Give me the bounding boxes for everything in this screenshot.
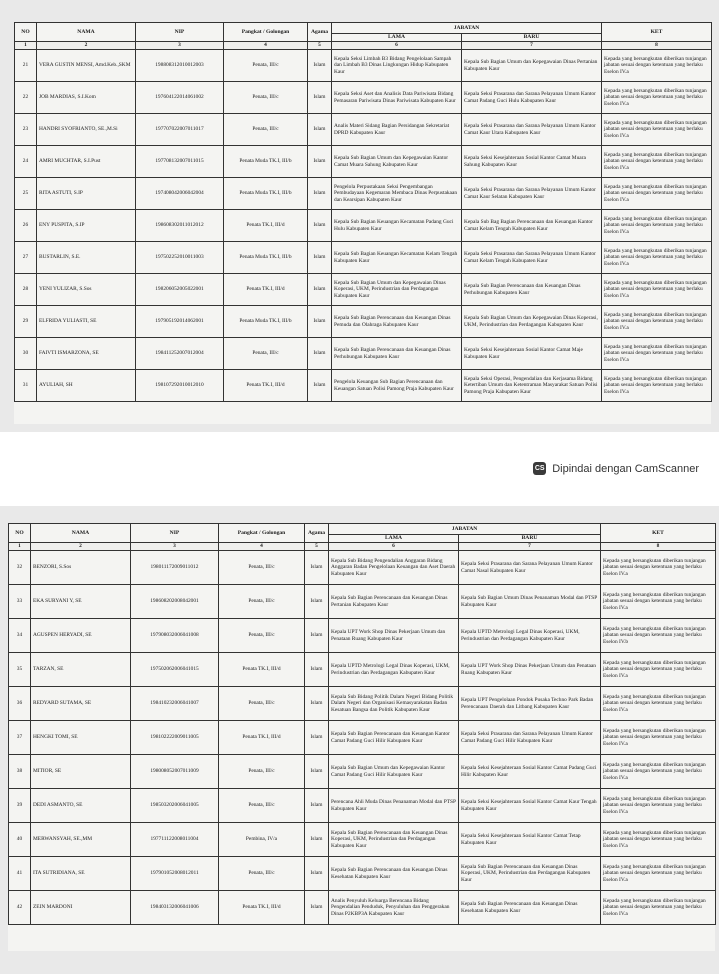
cell-ket: Kepada yang bersangkutan diberikan tunjangan jabatan sesuai dengan ketentuan yang berlaku Eselon IV.a xyxy=(601,789,716,823)
table-row xyxy=(9,585,716,619)
cell-jabatan-baru: Kepala Seksi Prasarana dan Sarana Pelayanan Umum Kantor Camat Padang Guci Hilir Kabupaten Kaur xyxy=(459,721,601,755)
cell-pangkat: Penata, III/c xyxy=(219,619,305,653)
cell-no: 42 xyxy=(9,891,31,925)
table-row xyxy=(9,789,716,823)
cell-no: 34 xyxy=(9,619,31,653)
cell-nama: FAIVTI ISMARZONA, SE xyxy=(37,338,136,370)
header-baru: BARU xyxy=(459,535,601,543)
cell-agama: Islam xyxy=(308,210,332,242)
cell-no: 36 xyxy=(9,687,31,721)
cell-ket: Kepada yang bersangkutan diberikan tunjangan jabatan sesuai dengan ketentuan yang berlaku Eselon IV.a xyxy=(602,274,712,306)
cell-jabatan-lama: Kepala Sub Bagian Perencanaan dan Keuangan Dinas Kesehatan Kabupaten Kaur xyxy=(329,857,459,891)
column-index-row xyxy=(15,42,712,50)
table-row xyxy=(15,50,712,82)
cell-ket: Kepada yang bersangkutan diberikan tunjangan jabatan sesuai dengan ketentuan yang berlaku Eselon IV.a xyxy=(602,210,712,242)
cell-jabatan-lama: Kepala Sub Bagian Perencanaan dan Keuangan Dinas Koperasi, UKM, Perindustrian dan Perdagangan Kabupaten Kaur xyxy=(329,823,459,857)
cell-nama: BENZORI, S.Sos xyxy=(31,551,131,585)
cell-ket: Kepada yang bersangkutan diberikan tunjangan jabatan sesuai dengan ketentuan yang berlaku Eselon IV.a xyxy=(602,338,712,370)
cell-nip: 198411252007012004 xyxy=(136,338,224,370)
cell-no: 21 xyxy=(15,50,37,82)
table-row xyxy=(9,619,716,653)
cell-agama: Islam xyxy=(305,551,329,585)
cell-jabatan-baru: Kepala Sub Bagian Perencanaan dan Keuangan Dinas Koperasi, UKM, Perindustrian dan Perdagangan Kabupaten Kaur xyxy=(459,857,601,891)
cell-agama: Islam xyxy=(305,721,329,755)
cell-pangkat: Penata TK.I, III/d xyxy=(219,891,305,925)
cell-nip: 198403132006041006 xyxy=(131,891,219,925)
col-index: 8 xyxy=(602,42,712,50)
cell-pangkat: Penata, III/c xyxy=(219,789,305,823)
cell-nama: YENI YULIZAR, S.Sos xyxy=(37,274,136,306)
cell-agama: Islam xyxy=(308,146,332,178)
cell-nama: HANDRI SYOFRIANTO, SE.,M.Si xyxy=(37,114,136,146)
cell-nip: 197905192014062001 xyxy=(136,306,224,338)
cell-no: 33 xyxy=(9,585,31,619)
camscanner-text: Dipindai dengan CamScanner xyxy=(552,462,699,475)
table-row xyxy=(15,306,712,338)
cell-jabatan-baru: Kepala Seksi Kesejahteraan Sosial Kantor Camat Kaur Tengah Kabupaten Kaur xyxy=(459,789,601,823)
cell-jabatan-baru: Kepala Seksi Prasarana dan Sarana Pelayanan Umum Kantor Camat Nasal Kabupaten Kaur xyxy=(459,551,601,585)
header-lama: LAMA xyxy=(332,34,462,42)
cell-pangkat: Penata TK.I, III/d xyxy=(219,653,305,687)
cell-nip: 198608302011012012 xyxy=(136,210,224,242)
cell-jabatan-baru: Kepala Seksi Kesejahteraan Sosial Kantor Camat Maje Kabupaten Kaur xyxy=(462,338,602,370)
cell-no: 39 xyxy=(9,789,31,823)
cell-no: 26 xyxy=(15,210,37,242)
cell-jabatan-baru: Kepala Sub Bagian Perencanaan dan Keuangan Dinas Kesehatan Kabupaten Kaur xyxy=(459,891,601,925)
cell-nama: BUSTARLIN, S.E. xyxy=(37,242,136,274)
cell-agama: Islam xyxy=(308,242,332,274)
cell-jabatan-lama: Analis Penyuluh Keluarga Berencana Bidang Pengendalian Penduduk, Penyuluhan dan Penggerakan Dinas P2KBP3A Kabupaten Kaur xyxy=(329,891,459,925)
cell-no: 37 xyxy=(9,721,31,755)
cell-nip: 198008052007011009 xyxy=(131,755,219,789)
cell-ket: Kepada yang bersangkutan diberikan tunjangan jabatan sesuai dengan ketentuan yang berlaku Eselon IV.a xyxy=(602,50,712,82)
cell-ket: Kepada yang bersangkutan diberikan tunjangan jabatan sesuai dengan ketentuan yang berlaku Eselon IV.a xyxy=(602,306,712,338)
col-index: 4 xyxy=(219,543,305,551)
cell-no: 38 xyxy=(9,755,31,789)
cell-jabatan-lama: Kepala Sub Bagian Umum dan Kepegawaian Dinas Koperasi, UKM, Perindustrian dan Perdagangan Kabupaten Kaur xyxy=(332,274,462,306)
header-agama: Agama xyxy=(305,524,329,543)
table-row xyxy=(15,146,712,178)
cell-jabatan-lama: Kepala Seksi Aset dan Analisis Data Pariwisata Bidang Pemasaran Pariwisata Dinas Pariwisata Kabupaten Kaur xyxy=(332,82,462,114)
cell-nama: RITA ASTUTI, S.IP xyxy=(37,178,136,210)
cell-jabatan-baru: Kepala Seksi Kesejahteraan Sosial Kantor Camat Tetap Kabupaten Kaur xyxy=(459,823,601,857)
cell-ket: Kepada yang bersangkutan diberikan tunjangan jabatan sesuai dengan ketentuan yang berlaku Eselon IV.a xyxy=(602,178,712,210)
header-ket: KET xyxy=(601,524,716,543)
cell-pangkat: Penata, III/c xyxy=(224,50,308,82)
cell-nip: 197707022007011017 xyxy=(136,114,224,146)
cell-nama: HENGKI TOMI, SE xyxy=(31,721,131,755)
cell-jabatan-lama: Kepala Sub Bidang Pengendalian Anggaran Bidang Anggaran Badan Pengelolaan Keuangan dan Aset Daerah Kabupaten Kaur xyxy=(329,551,459,585)
cell-pangkat: Penata TK.I, III/d xyxy=(224,274,308,306)
cell-pangkat: Penata Muda TK.I, III/b xyxy=(224,242,308,274)
cell-ket: Kepada yang bersangkutan diberikan tunjangan jabatan sesuai dengan ketentuan yang berlaku Eselon IV.a xyxy=(602,82,712,114)
table-row xyxy=(9,687,716,721)
cell-pangkat: Penata, III/c xyxy=(224,82,308,114)
cell-nama: MERWANSYAH, SE.,MM xyxy=(31,823,131,857)
col-index: 5 xyxy=(308,42,332,50)
cell-no: 35 xyxy=(9,653,31,687)
cell-agama: Islam xyxy=(305,823,329,857)
cell-ket: Kepada yang bersangkutan diberikan tunjangan jabatan sesuai dengan ketentuan yang berlaku Eselon IV.a xyxy=(601,721,716,755)
cell-pangkat: Penata Muda TK.I, III/b xyxy=(224,306,308,338)
cell-no: 22 xyxy=(15,82,37,114)
cell-agama: Islam xyxy=(308,306,332,338)
cell-ket: Kepada yang bersangkutan diberikan tunjangan jabatan sesuai dengan ketentuan yang berlaku Eselon IV.a xyxy=(601,585,716,619)
table-row xyxy=(15,242,712,274)
col-index: 6 xyxy=(332,42,462,50)
cell-nama: REDYARD SUTAMA, SE xyxy=(31,687,131,721)
cell-ket: Kepada yang bersangkutan diberikan tunjangan jabatan sesuai dengan ketentuan yang berlaku Eselon IV.a xyxy=(601,687,716,721)
cell-pangkat: Penata, III/c xyxy=(219,585,305,619)
cell-nip: 198808312010012003 xyxy=(136,50,224,82)
cell-agama: Islam xyxy=(305,857,329,891)
cell-jabatan-baru: Kepala Seksi Operasi, Pengendalian dan Kerjasama Bidang Ketertiban Umum dan Ketentraman Masyarakat Satuan Polisi Pamong Praja Kabupaten Kaur xyxy=(462,370,602,402)
scanned-page-2 xyxy=(8,523,715,951)
table-row xyxy=(15,114,712,146)
cell-jabatan-lama: Kepala Sub Bagian Umum dan Kepegawaian Kantor Camat Padang Guci Hilir Kabupaten Kaur xyxy=(329,755,459,789)
cell-jabatan-lama: Analis Materi Sidang Bagian Persidangan Sekretariat DPRD Kabupaten Kaur xyxy=(332,114,462,146)
header-no: NO xyxy=(9,524,31,543)
cell-ket: Kepada yang bersangkutan diberikan tunjangan jabatan sesuai dengan ketentuan yang berlaku Eselon IV.a xyxy=(602,146,712,178)
cell-nama: JOB MARDIAS, S.I.Kom xyxy=(37,82,136,114)
cell-nama: ZEIN MARDONI xyxy=(31,891,131,925)
cell-pangkat: Penata, III/c xyxy=(219,755,305,789)
cell-jabatan-baru: Kepala Seksi Prasarana dan Sarana Pelayanan Umum Kantor Camat Kelam Tengah Kabupaten Kaur xyxy=(462,242,602,274)
cell-nip: 197711122008011004 xyxy=(131,823,219,857)
cell-agama: Islam xyxy=(308,50,332,82)
cell-nama: VERA GUSTIN MENSI, Amd.Keb.,SKM xyxy=(37,50,136,82)
cell-nama: MITIOR, SE xyxy=(31,755,131,789)
cell-jabatan-lama: Kepala Sub Bidang Politik Dalam Negeri Bidang Politik Dalam Negeri dan Organisasi Kemasyarakatan Badan Kesatuan Bangsa dan Politik Kabupaten Kaur xyxy=(329,687,459,721)
header-nip: NIP xyxy=(131,524,219,543)
cell-nip: 197901052008012011 xyxy=(131,857,219,891)
col-index: 3 xyxy=(136,42,224,50)
cell-nip: 197502062006041015 xyxy=(131,653,219,687)
header-nama: NAMA xyxy=(37,23,136,42)
mutation-table-2 xyxy=(8,523,716,925)
table-row xyxy=(15,210,712,242)
table-row xyxy=(9,857,716,891)
table-row xyxy=(15,178,712,210)
cell-no: 30 xyxy=(15,338,37,370)
cell-nip: 198011172009011012 xyxy=(131,551,219,585)
cell-nama: DEDI ASMANTO, SE xyxy=(31,789,131,823)
cell-no: 24 xyxy=(15,146,37,178)
cell-jabatan-baru: Kepala Sub Bagian Umum Dinas Penanaman Modal dan PTSP Kabupaten Kaur xyxy=(459,585,601,619)
cell-agama: Islam xyxy=(308,274,332,306)
cell-nama: EKA SURYANI Y, SE xyxy=(31,585,131,619)
cell-agama: Islam xyxy=(305,585,329,619)
cell-no: 31 xyxy=(15,370,37,402)
col-index: 1 xyxy=(15,42,37,50)
cell-pangkat: Pembina, IV/a xyxy=(219,823,305,857)
cell-ket: Kepada yang bersangkutan diberikan tunjangan jabatan sesuai dengan ketentuan yang berlaku Eselon IV.a xyxy=(601,823,716,857)
camscanner-logo-icon: CS xyxy=(533,462,546,475)
cell-ket: Kepada yang bersangkutan diberikan tunjangan jabatan sesuai dengan ketentuan yang berlaku Eselon IV.b xyxy=(601,619,716,653)
cell-jabatan-lama: Kepala Sub Bagian Perencanaan dan Keuangan Kantor Camat Padang Guci Hilir Kabupaten Kaur xyxy=(329,721,459,755)
header-ket: KET xyxy=(602,23,712,42)
cell-jabatan-lama: Kepala Sub Bagian Umum dan Kepegawaian Kantor Camat Muara Sahung Kabupaten Kaur xyxy=(332,146,462,178)
table-row xyxy=(9,823,716,857)
cell-jabatan-baru: Kepala UPTD Metrologi Legal Dinas Koperasi, UKM, Perindustrian dan Perdagangan Kabupaten Kaur xyxy=(459,619,601,653)
cell-jabatan-lama: Perencana Ahli Muda Dinas Penanaman Modal dan PTSP Kabupaten Kaur xyxy=(329,789,459,823)
table-row xyxy=(9,551,716,585)
col-index: 1 xyxy=(9,543,31,551)
col-index: 2 xyxy=(31,543,131,551)
col-index: 5 xyxy=(305,543,329,551)
table-row xyxy=(15,82,712,114)
cell-agama: Islam xyxy=(305,687,329,721)
cell-nama: ITA SUTRIDIANA, SE xyxy=(31,857,131,891)
cell-jabatan-lama: Kepala Seksi Limbah B3 Bidang Pengelolaan Sampah dan Limbah B3 Dinas Lingkungan Hidup Kabupaten Kaur xyxy=(332,50,462,82)
cell-agama: Islam xyxy=(308,114,332,146)
cell-jabatan-baru: Kepala Seksi Kesejahteraan Sosial Kantor Camat Padang Guci Hilir Kabupaten Kaur xyxy=(459,755,601,789)
table-row xyxy=(9,653,716,687)
table-row xyxy=(15,370,712,402)
cell-nama: TARZAN, SE xyxy=(31,653,131,687)
cell-nip: 198503202006041005 xyxy=(131,789,219,823)
cell-nip: 197708132007011015 xyxy=(136,146,224,178)
mutation-table-1 xyxy=(14,22,712,402)
cell-nip: 197502252010011003 xyxy=(136,242,224,274)
cell-jabatan-baru: Kepala Sub Bag Bagian Perencanaan dan Keuangan Kantor Camat Kelam Tengah Kabupaten Kaur xyxy=(462,210,602,242)
cell-nip: 197408042006042004 xyxy=(136,178,224,210)
cell-agama: Islam xyxy=(308,370,332,402)
cell-jabatan-lama: Kepala Sub Bagian Keuangan Kecamatan Padang Guci Hulu Kabupaten Kaur xyxy=(332,210,462,242)
table-row xyxy=(15,274,712,306)
cell-ket: Kepada yang bersangkutan diberikan tunjangan jabatan sesuai dengan ketentuan yang berlaku Eselon IV.a xyxy=(601,891,716,925)
header-nama: NAMA xyxy=(31,524,131,543)
cell-no: 40 xyxy=(9,823,31,857)
col-index: 2 xyxy=(37,42,136,50)
cell-jabatan-baru: Kepala Seksi Prasarana dan Sarana Pelayanan Umum Kantor Camat Padang Guci Hulu Kabupaten Kaur xyxy=(462,82,602,114)
header-pangkat: Pangkat / Golongan xyxy=(219,524,305,543)
header-jabatan: JABATAN xyxy=(332,23,602,34)
col-index: 8 xyxy=(601,543,716,551)
cell-nama: AGUSPEN HERYADI, SE xyxy=(31,619,131,653)
cell-pangkat: Penata TK.I, III/d xyxy=(224,210,308,242)
cell-pangkat: Penata, III/c xyxy=(219,857,305,891)
cell-no: 23 xyxy=(15,114,37,146)
cell-pangkat: Penata, III/c xyxy=(224,338,308,370)
cell-nip: 198608202008042001 xyxy=(131,585,219,619)
cell-nama: ENY PUSPITA, S.IP xyxy=(37,210,136,242)
cell-jabatan-baru: Kepala UPT Pengelolaan Pondok Pusaka Techno Park Badan Perencanaan Daerah dan Litbang Kabupaten Kaur xyxy=(459,687,601,721)
scanned-page-1 xyxy=(14,22,711,424)
cell-nip: 197604122014061002 xyxy=(136,82,224,114)
cell-agama: Islam xyxy=(305,891,329,925)
cell-jabatan-baru: Kepala Seksi Kesejahteraan Sosial Kantor Camat Muara Sahung Kabupaten Kaur xyxy=(462,146,602,178)
header-no: NO xyxy=(15,23,37,42)
cell-nama: AYULIAH, SH xyxy=(37,370,136,402)
cell-jabatan-lama: Kepala Sub Bagian Keuangan Kecamatan Kelam Tengah Kabupaten Kaur xyxy=(332,242,462,274)
cell-no: 32 xyxy=(9,551,31,585)
cell-no: 28 xyxy=(15,274,37,306)
cell-nip: 198206052005022001 xyxy=(136,274,224,306)
cell-jabatan-lama: Kepala Sub Bagian Perencanaan dan Keuangan Dinas Perhubungan Kabupaten Kaur xyxy=(332,338,462,370)
cell-no: 29 xyxy=(15,306,37,338)
cell-agama: Islam xyxy=(305,653,329,687)
cell-jabatan-lama: Kepala Sub Bagian Perencanaan dan Keuangan Dinas Pertanian Kabupaten Kaur xyxy=(329,585,459,619)
cell-pangkat: Penata Muda TK.I, III/b xyxy=(224,178,308,210)
cell-agama: Islam xyxy=(305,619,329,653)
cell-nama: AMRI MUCHTAR, S.I.Pust xyxy=(37,146,136,178)
cell-jabatan-baru: Kepala UPT Work Shop Dinas Pekerjaan Umum dan Penataan Ruang Kabupaten Kaur xyxy=(459,653,601,687)
cell-nip: 197908032006041008 xyxy=(131,619,219,653)
cell-no: 41 xyxy=(9,857,31,891)
cell-ket: Kepada yang bersangkutan diberikan tunjangan jabatan sesuai dengan ketentuan yang berlaku Eselon IV.a xyxy=(602,242,712,274)
cell-nip: 198410232006041007 xyxy=(131,687,219,721)
camscanner-watermark xyxy=(533,462,699,475)
cell-agama: Islam xyxy=(308,338,332,370)
cell-nip: 198102222009011005 xyxy=(131,721,219,755)
col-index: 4 xyxy=(224,42,308,50)
table-row xyxy=(9,755,716,789)
cell-no: 27 xyxy=(15,242,37,274)
table-row xyxy=(9,891,716,925)
cell-jabatan-lama: Kepala UPT Work Shop Dinas Pekerjaan Umum dan Penataan Ruang Kabupaten Kaur xyxy=(329,619,459,653)
cell-pangkat: Penata, III/c xyxy=(219,687,305,721)
col-index: 6 xyxy=(329,543,459,551)
cell-ket: Kepada yang bersangkutan diberikan tunjangan jabatan sesuai dengan ketentuan yang berlaku Eselon IV.a xyxy=(601,755,716,789)
header-baru: BARU xyxy=(462,34,602,42)
cell-pangkat: Penata TK.I, III/d xyxy=(224,370,308,402)
cell-jabatan-baru: Kepala Sub Bagian Umum dan Kepegawaian Dinas Pertanian Kabupaten Kaur xyxy=(462,50,602,82)
header-pangkat: Pangkat / Golongan xyxy=(224,23,308,42)
cell-agama: Islam xyxy=(305,789,329,823)
table-row xyxy=(9,721,716,755)
header-nip: NIP xyxy=(136,23,224,42)
cell-jabatan-baru: Kepala Seksi Prasarana dan Sarana Pelayanan Umum Kantor Camat Kaur Selatan Kabupaten Kaur xyxy=(462,178,602,210)
table-row xyxy=(15,338,712,370)
cell-agama: Islam xyxy=(308,82,332,114)
cell-nama: ELFRIDA YULIASTI, SE xyxy=(37,306,136,338)
cell-jabatan-lama: Pengelola Keuangan Sub Bagian Perencanaan dan Keuangan Satuan Polisi Pamong Praja Kabupaten Kaur xyxy=(332,370,462,402)
cell-pangkat: Penata TK.I, III/d xyxy=(219,721,305,755)
cell-nip: 198107292010012010 xyxy=(136,370,224,402)
cell-jabatan-lama: Kepala Sub Bagian Perencanaan dan Keuangan Dinas Pemuda dan Olahraga Kabupaten Kaur xyxy=(332,306,462,338)
cell-jabatan-lama: Kepala UPTD Metrologi Legal Dinas Koperasi, UKM, Perindustrian dan Perdagangan Kabupaten Kaur xyxy=(329,653,459,687)
cell-pangkat: Penata, III/c xyxy=(219,551,305,585)
cell-agama: Islam xyxy=(305,755,329,789)
cell-ket: Kepada yang bersangkutan diberikan tunjangan jabatan sesuai dengan ketentuan yang berlaku Eselon IV.a xyxy=(601,653,716,687)
cell-jabatan-lama: Pengelola Perpustakaan Seksi Pengembangan Pembudayaan Kegemaran Membaca Dinas Perpustakaan dan Kearsipan Kabupaten Kaur xyxy=(332,178,462,210)
cell-ket: Kepada yang bersangkutan diberikan tunjangan jabatan sesuai dengan ketentuan yang berlaku Eselon IV.a xyxy=(602,114,712,146)
cell-pangkat: Penata Muda TK.I, III/b xyxy=(224,146,308,178)
col-index: 7 xyxy=(462,42,602,50)
header-agama: Agama xyxy=(308,23,332,42)
cell-jabatan-baru: Kepala Sub Bagian Perencanaan dan Keuangan Dinas Perhubungan Kabupaten Kaur xyxy=(462,274,602,306)
header-lama: LAMA xyxy=(329,535,459,543)
cell-ket: Kepada yang bersangkutan diberikan tunjangan jabatan sesuai dengan ketentuan yang berlaku Eselon IV.a xyxy=(602,370,712,402)
col-index: 7 xyxy=(459,543,601,551)
cell-pangkat: Penata, III/c xyxy=(224,114,308,146)
cell-agama: Islam xyxy=(308,178,332,210)
column-index-row xyxy=(9,543,716,551)
cell-no: 25 xyxy=(15,178,37,210)
col-index: 3 xyxy=(131,543,219,551)
header-jabatan: JABATAN xyxy=(329,524,601,535)
cell-jabatan-baru: Kepala Seksi Prasarana dan Sarana Pelayanan Umum Kantor Camat Kaur Utara Kabupaten Kaur xyxy=(462,114,602,146)
cell-ket: Kepada yang bersangkutan diberikan tunjangan jabatan sesuai dengan ketentuan yang berlaku Eselon IV.a xyxy=(601,551,716,585)
cell-jabatan-baru: Kepala Sub Bagian Umum dan Kepegawaian Dinas Koperasi, UKM, Perindustrian dan Perdagangan Kabupaten Kaur xyxy=(462,306,602,338)
cell-ket: Kepada yang bersangkutan diberikan tunjangan jabatan sesuai dengan ketentuan yang berlaku Eselon IV.a xyxy=(601,857,716,891)
